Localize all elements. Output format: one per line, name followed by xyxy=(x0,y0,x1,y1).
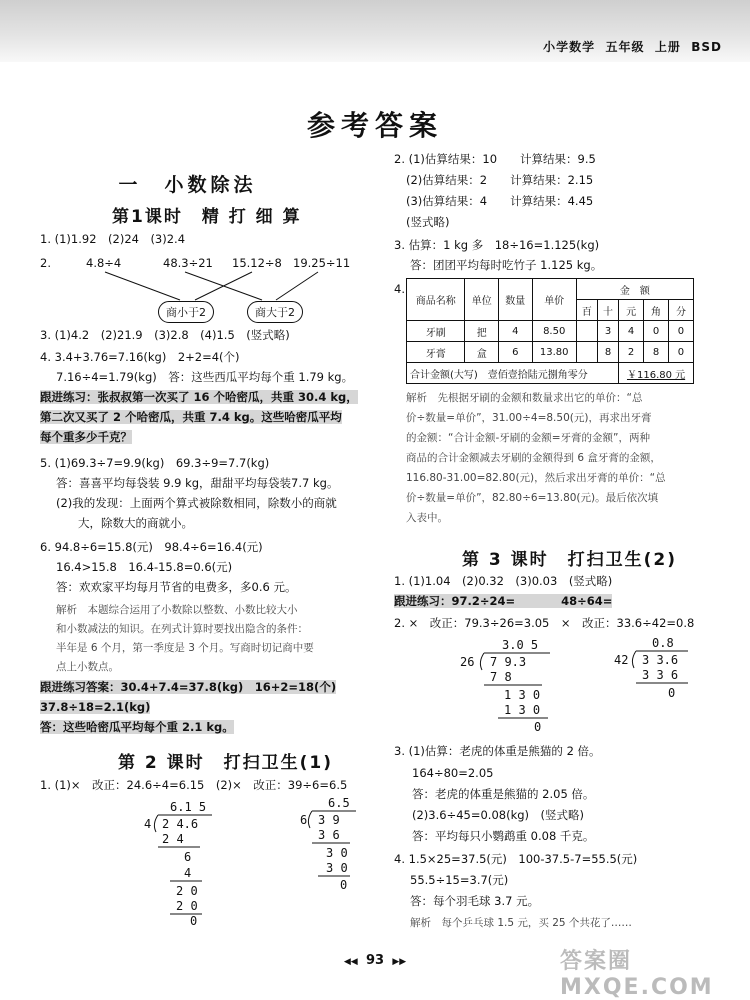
header-grade: 五年级 xyxy=(605,40,645,54)
cell: 13.80 xyxy=(532,342,576,363)
div2-step: 0 xyxy=(340,878,348,892)
l1-analysis-3: 半年是 6 个月，第一季度是 3 个月。写商时切记商中要 xyxy=(56,642,314,654)
l1-q2-expr-1: 4.8÷4 xyxy=(86,256,122,270)
div1-step: 2 4 xyxy=(162,832,184,846)
l3-q3a: 3. (1)估算：老虎的体重是熊猫的 2 倍。 xyxy=(394,744,601,758)
l3-q4a: 4. 1.5×25=37.5(元) 100-37.5-7=55.5(元) xyxy=(394,852,638,866)
div2-step: 3 6 xyxy=(318,828,340,842)
long-division-1 xyxy=(140,800,250,928)
th-fen: 分 xyxy=(668,300,693,321)
total-value: ￥116.80 元 xyxy=(619,363,694,384)
r-analysis-1: 解析 先根据牙刷的金额和数量求出它的单价：“总 xyxy=(406,392,643,404)
l1-q5a: 5. (1)69.3÷7=9.9(kg) 69.3÷9=7.7(kg) xyxy=(40,456,270,470)
l1-q5c: (2)我的发现：上面两个算式被除数相同，除数小的商就 xyxy=(56,496,337,510)
cell: 4 xyxy=(498,321,532,342)
th-ten: 十 xyxy=(597,300,618,321)
page-title: 参考答案 xyxy=(306,109,443,142)
div2-step: 3 0 xyxy=(326,861,348,875)
l3-exercise: 跟进练习：97.2÷24= 48÷64= xyxy=(394,594,613,608)
div3-step: 1 3 0 xyxy=(504,703,541,717)
watermark-logo: 答案圈 MXQE.COM xyxy=(560,949,714,1000)
l1-q6a: 6. 94.8÷6=15.8(元) 98.4÷6=16.4(元) xyxy=(40,540,263,554)
l1-analysis-4: 点上小数点。 xyxy=(56,661,119,673)
cell: 0 xyxy=(668,321,693,342)
cell: 0 xyxy=(644,321,669,342)
oval-less-than-2: 商小于2 xyxy=(158,301,214,323)
l1-q2-label: 2. xyxy=(40,256,51,270)
prev-page-icon[interactable]: ◀◀ xyxy=(343,957,358,967)
div4-step: 3 3 6 xyxy=(642,668,679,682)
page-number: 93 xyxy=(365,953,385,968)
oval-greater-than-2: 商大于2 xyxy=(247,301,303,323)
l1-q1: 1. (1)1.92 (2)24 (3)2.4 xyxy=(40,232,186,246)
r-q2-3: (3)估算结果：4 计算结果：4.45 xyxy=(406,194,594,208)
div2-step: 3 0 xyxy=(326,846,348,860)
div4-dividend: 3 3.6 xyxy=(642,653,679,667)
div2-dividend: 3 9 xyxy=(318,813,340,827)
th-jiao: 角 xyxy=(644,300,669,321)
long-division-2 xyxy=(298,796,378,906)
r-q3a: 3. 估算：1 kg 多 18÷16=1.125(kg) xyxy=(394,238,600,252)
cell: 6 xyxy=(498,342,532,363)
th-yuan: 元 xyxy=(619,300,644,321)
lesson2-title: 第 2 课时 打扫卫生(1) xyxy=(118,753,334,773)
div1-divisor: 4 xyxy=(144,817,152,831)
l1-q6c: 答：欢欢家平均每月节省的电费多，多0.6 元。 xyxy=(56,580,297,594)
l3-q4b: 55.5÷15=3.7(元) xyxy=(410,873,509,887)
cell: 8 xyxy=(644,342,669,363)
total-label: 合计金额(大写) 壹佰壹拾陆元捌角零分 xyxy=(407,363,619,384)
l3-q3b: 164÷80=2.05 xyxy=(412,766,494,780)
page-header xyxy=(543,38,722,55)
div3-divisor: 26 xyxy=(460,655,475,669)
th-hundred: 百 xyxy=(576,300,597,321)
r-analysis-7: 入表中。 xyxy=(406,512,448,524)
l1-q4a: 4. 3.4+3.76=7.16(kg) 2+2=4(个) xyxy=(40,350,240,364)
chapter-title: 一 小数除法 xyxy=(118,174,257,196)
th-unit: 单位 xyxy=(465,279,499,321)
l1-answer-a: 跟进练习答案：30.4+7.4=37.8(kg) 16+2=18(个) xyxy=(40,680,337,694)
l1-exercise-b: 第二次又买了 2 个哈密瓜，共重 7.4 kg。这些哈密瓜平均 xyxy=(40,410,342,424)
lesson3-title: 第 3 课时 打扫卫生(2) xyxy=(462,550,678,570)
l3-q4-analysis: 解析 每个乒乓球 1.5 元，买 25 个共花了…… xyxy=(410,917,632,929)
next-page-icon[interactable]: ▶▶ xyxy=(392,957,407,967)
div3-dividend: 7 9.3 xyxy=(490,655,527,669)
cell: 4 xyxy=(619,321,644,342)
cell: 牙膏 xyxy=(407,342,465,363)
r-analysis-5: 116.80-31.00=82.80(元)，然后求出牙膏的单价：“总 xyxy=(406,472,666,484)
div1-step: 6 xyxy=(184,850,192,864)
div1-step: 2 0 xyxy=(176,899,198,913)
cell xyxy=(576,321,597,342)
cell xyxy=(576,342,597,363)
div4-divisor: 42 xyxy=(614,653,629,667)
div3-step: 1 3 0 xyxy=(504,688,541,702)
div1-step: 2 0 xyxy=(176,884,198,898)
div3-step: 0 xyxy=(534,720,542,734)
l1-analysis-2: 和小数减法的知识。在列式计算时要找出隐含的条件： xyxy=(56,623,308,635)
r-q2-4: (竖式略) xyxy=(406,215,450,229)
l3-q3c: 答：老虎的体重是熊猫的 2.05 倍。 xyxy=(412,787,595,801)
div4-step: 0 xyxy=(668,686,676,700)
table-row xyxy=(407,321,694,342)
l1-q5b: 答：喜喜平均每袋装 9.9 kg，甜甜平均每袋装7.7 kg。 xyxy=(56,476,339,490)
l3-q1: 1. (1)1.04 (2)0.32 (3)0.03 (竖式略) xyxy=(394,574,613,588)
header-edition: BSD xyxy=(691,40,722,54)
l3-q3d: (2)3.6÷45=0.08(kg) (竖式略) xyxy=(412,808,584,822)
r-q2-1: 2. (1)估算结果：10 计算结果：9.5 xyxy=(394,152,596,166)
cell: 3 xyxy=(597,321,618,342)
r-analysis-2: 价÷数量=单价”，31.00÷4=8.50(元)，再求出牙膏 xyxy=(406,412,652,424)
l1-answer-c: 答：这些哈密瓜平均每个重 2.1 kg。 xyxy=(40,720,234,734)
div3-quotient: 3.0 5 xyxy=(502,638,539,652)
cell: 0 xyxy=(668,342,693,363)
r-q4-label: 4. xyxy=(394,282,405,296)
r-analysis-4: 商品的合计金额减去牙刷的金额得到 6 盒牙膏的金额， xyxy=(406,452,661,464)
l3-q4c: 答：每个羽毛球 3.7 元。 xyxy=(410,894,540,908)
r-analysis-3: 的金额：“合计金额-牙刷的金额=牙膏的金额”，两种 xyxy=(406,432,650,444)
lesson1-title: 第1课时 精 打 细 算 xyxy=(112,207,302,227)
header-term: 上册 xyxy=(654,40,681,54)
cell: 牙刷 xyxy=(407,321,465,342)
long-division-3 xyxy=(458,638,568,743)
price-table xyxy=(406,278,694,384)
cell: 8 xyxy=(597,342,618,363)
r-q3b: 答：团团平均每时吃竹子 1.125 kg。 xyxy=(410,258,603,272)
r-q2-2: (2)估算结果：2 计算结果：2.15 xyxy=(406,173,594,187)
table-row xyxy=(407,342,694,363)
l1-q2-expr-2: 48.3÷21 xyxy=(163,256,213,270)
div3-step: 7 8 xyxy=(490,670,512,684)
div1-step: 0 xyxy=(190,914,198,928)
l1-q4b: 7.16÷4=1.79(kg) 答：这些西瓜平均每个重 1.79 kg。 xyxy=(56,370,354,384)
cell: 2 xyxy=(619,342,644,363)
l3-q2: 2. × 改正：79.3÷26=3.05 × 改正：33.6÷42=0.8 xyxy=(394,616,695,630)
r-analysis-6: 价÷数量=单价”，82.80÷6=13.80(元)。最后依次填 xyxy=(406,492,659,504)
th-amount: 金 额 xyxy=(576,279,693,300)
long-division-4 xyxy=(612,636,712,716)
div4-quotient: 0.8 xyxy=(652,636,674,650)
th-price: 单价 xyxy=(532,279,576,321)
l1-q2-expr-4: 19.25÷11 xyxy=(293,256,351,270)
l1-analysis-1: 解析 本题综合运用了小数除以整数、小数比较大小 xyxy=(56,604,298,616)
cell: 把 xyxy=(465,321,499,342)
matching-lines xyxy=(0,0,375,330)
l1-exercise-c: 每个重多少千克？ xyxy=(40,430,132,444)
th-item: 商品名称 xyxy=(407,279,465,321)
div1-step: 4 xyxy=(184,866,192,880)
l1-answer-b: 37.8÷18=2.1(kg) xyxy=(40,700,151,714)
cell: 8.50 xyxy=(532,321,576,342)
th-qty: 数量 xyxy=(498,279,532,321)
l1-q2-expr-3: 15.12÷8 xyxy=(232,256,282,270)
l3-q3e: 答：平均每只小鹦鹉重 0.08 千克。 xyxy=(412,829,595,843)
l1-q5d: 大，除数大的商就小。 xyxy=(78,516,193,530)
div2-quotient: 6.5 xyxy=(328,796,350,810)
cell: 盒 xyxy=(465,342,499,363)
l1-q3: 3. (1)4.2 (2)21.9 (3)2.8 (4)1.5 (竖式略) xyxy=(40,328,290,342)
div2-divisor: 6 xyxy=(300,813,308,827)
l2-q1: 1. (1)× 改正：24.6÷4=6.15 (2)× 改正：39÷6=6.5 xyxy=(40,778,348,792)
header-subject: 小学数学 xyxy=(543,40,596,54)
l1-q6b: 16.4>15.8 16.4-15.8=0.6(元) xyxy=(56,560,233,574)
div1-dividend: 2 4.6 xyxy=(162,817,199,831)
div1-quotient: 6.1 5 xyxy=(170,800,207,814)
l1-exercise-a: 跟进练习：张叔叔第一次买了 16 个哈密瓜，共重 30.4 kg， xyxy=(40,390,358,404)
